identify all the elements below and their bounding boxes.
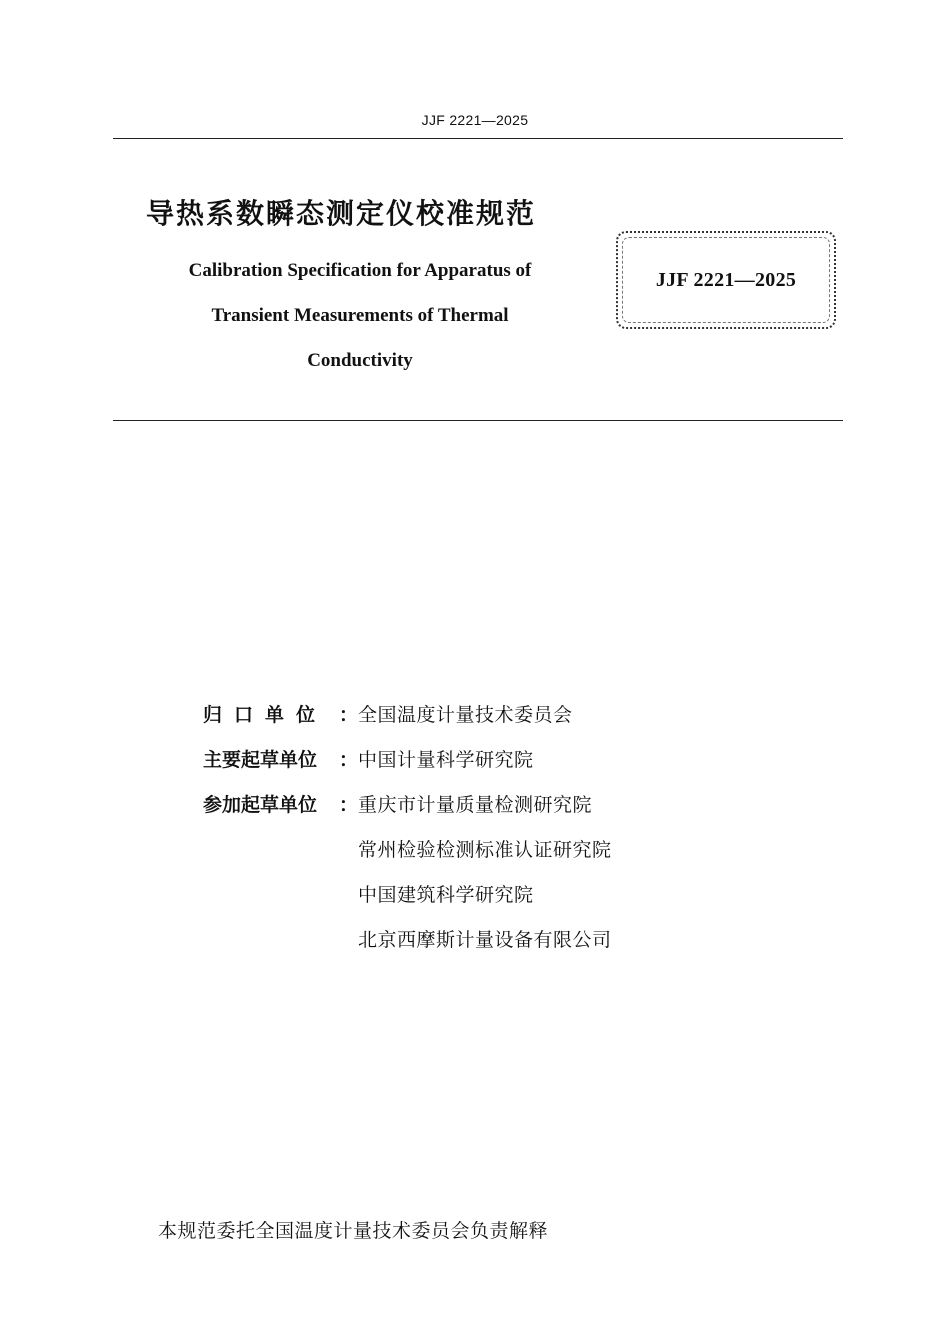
header-code: JJF 2221—2025: [421, 112, 529, 128]
code-box: [616, 231, 836, 329]
participant-2: 常州检验检测标准认证研究院: [358, 839, 612, 861]
title-chinese: 导热系数瞬态测定仪校准规范: [146, 197, 537, 230]
main-drafter-value: 中国计量科学研究院: [358, 749, 534, 771]
bottom-rule: [113, 420, 843, 421]
title-english-line-3: Conductivity: [307, 350, 413, 371]
participating-colon: ：: [339, 794, 359, 816]
code-box-text: JJF 2221—2025: [655, 268, 797, 291]
participant-3: 中国建筑科学研究院: [358, 884, 534, 906]
title-english: [120, 248, 600, 383]
participant-1: 重庆市计量质量检测研究院: [358, 794, 593, 816]
title-english-line-1: Calibration Specification for Apparatus of: [188, 260, 532, 281]
footer-note: 本规范委托全国温度计量技术委员会负责解释: [158, 1220, 549, 1242]
participant-4: 北京西摩斯计量设备有限公司: [358, 929, 612, 951]
top-rule: [113, 138, 843, 139]
responsible-colon: ：: [339, 704, 359, 726]
responsible-value: 全国温度计量技术委员会: [358, 704, 573, 726]
responsible-label: 归口单位: [203, 704, 328, 726]
participating-label: 参加起草单位: [203, 794, 318, 816]
title-english-line-2: Transient Measurements of Thermal: [211, 305, 509, 326]
main-drafter-colon: ：: [339, 749, 359, 771]
main-drafter-label: 主要起草单位: [203, 749, 318, 771]
